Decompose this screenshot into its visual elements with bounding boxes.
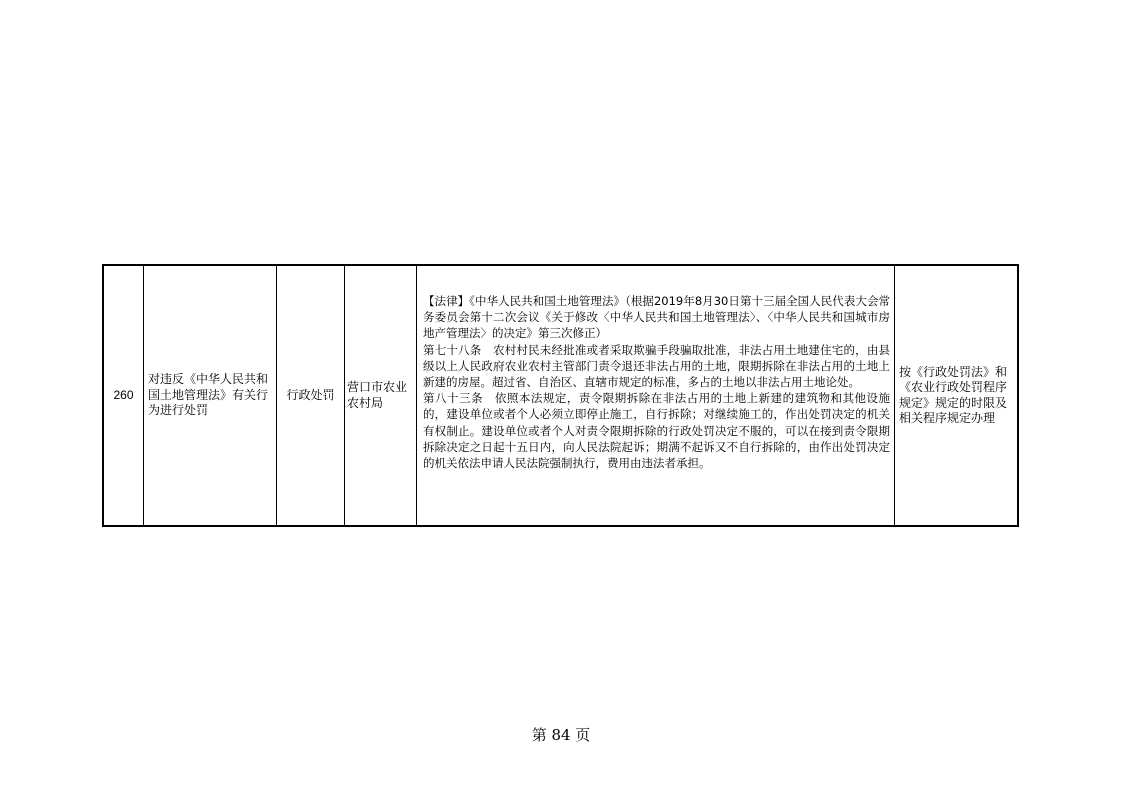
- regulation-table: [102, 264, 1019, 527]
- item-type: 行政处罚: [286, 387, 335, 402]
- legal-basis-paragraph: 【法律】《中华人民共和国土地管理法》（根据2019年8月30日第十三届全国人民代表大会常务委员会第十二次会议《关于修改〈中华人民共和国土地管理法〉、〈中华人民共和国城市房地产管理法〉的决定》第三次修正）: [423, 294, 890, 341]
- department: 营口市农业农村局: [347, 380, 408, 410]
- procedure-note-cell: [895, 266, 1017, 525]
- legal-basis-paragraph: 第七十八条 农村村民未经批准或者采取欺骗手段骗取批准，非法占用土地建住宅的，由县级以上人民政府农业农村主管部门责令退还非法占用的土地，限期拆除在非法占用的土地上新建的房屋。超过省、自治区、直辖市规定的标准，多占的土地以非法占用土地论处。: [423, 342, 890, 390]
- row-number-cell: [104, 266, 144, 525]
- legal-basis-cell: [417, 266, 895, 525]
- legal-basis-paragraph: 第八十三条 依照本法规定，责令限期拆除在非法占用的土地上新建的建筑物和其他设施的，建设单位或者个人必须立即停止施工，自行拆除；对继续施工的，作出处罚决定的机关有权制止。建设单位或者个人对责令限期拆除的行政处罚决定不服的，可以在接到责令限期拆除决定之日起十五日内，向人民法院起诉；期满不起诉又不自行拆除的，由作出处罚决定的机关依法申请人民法院强制执行，费用由违法者承担。: [423, 391, 890, 471]
- row-number: 260: [113, 387, 134, 402]
- department-cell: [345, 266, 417, 525]
- item-name-cell: [144, 266, 277, 525]
- procedure-note: 按《行政处罚法》和《农业行政处罚程序规定》规定的时限及相关程序规定办理: [899, 364, 1008, 425]
- page-number: 第 84 页: [531, 726, 591, 744]
- item-name: 对违反《中华人民共和国土地管理法》有关行为进行处罚: [148, 372, 269, 418]
- item-type-cell: [277, 266, 345, 525]
